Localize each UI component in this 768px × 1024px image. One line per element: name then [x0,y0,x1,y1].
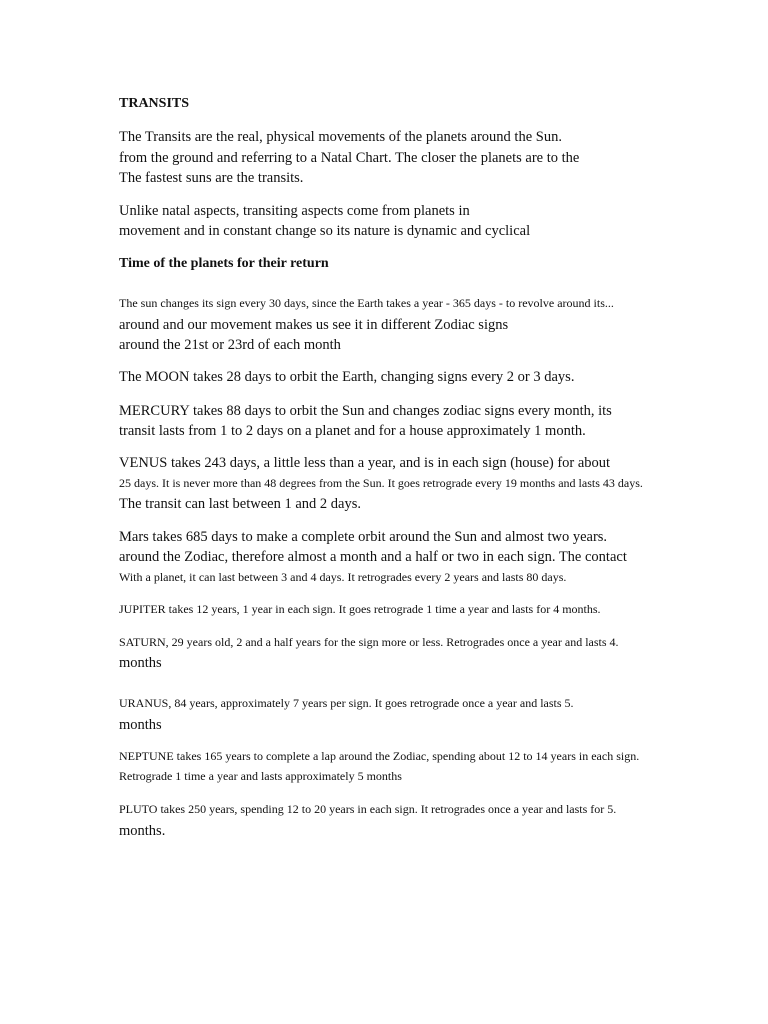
text-line: around the 21st or 23rd of each month [119,337,341,353]
text-line: With a planet, it can last between 3 and 4 days. It retrogrades every 2 years and lasts 80 days. [119,570,567,584]
text-line: JUPITER takes 12 years, 1 year in each sign. It goes retrograde 1 time a year and lasts for 4 months. [119,602,601,616]
document-title: TRANSITS [119,96,190,111]
text-line: around and our movement makes us see it in different Zodiac signs [119,317,509,333]
text-line: Unlike natal aspects, transiting aspects come from planets in [119,203,470,219]
text-line: PLUTO takes 250 years, spending 12 to 20 years in each sign. It retrogrades once a year and lasts for 5. [119,802,617,816]
text-line: SATURN, 29 years old, 2 and a half years for the sign more or less. Retrogrades once a year and lasts 4. [119,635,619,649]
text-line: The fastest suns are the transits. [119,170,304,186]
text-line: months [119,717,162,733]
text-line: The sun changes its sign every 30 days, since the Earth takes a year - 365 days - to revolve around its... [119,296,614,310]
text-line: NEPTUNE takes 165 years to complete a lap around the Zodiac, spending about 12 to 14 years in each sign. [119,749,640,763]
text-line: movement and in constant change so its nature is dynamic and cyclical [119,223,531,239]
text-line: transit lasts from 1 to 2 days on a planet and for a house approximately 1 month. [119,423,586,439]
text-line: Mars takes 685 days to make a complete orbit around the Sun and almost two years. [119,529,608,545]
text-line: VENUS takes 243 days, a little less than a year, and is in each sign (house) for about [119,455,611,471]
text-line: from the ground and referring to a Natal Chart. The closer the planets are to the [119,150,580,166]
section-heading: Time of the planets for their return [119,256,329,271]
text-line: months. [119,823,166,839]
text-line: around the Zodiac, therefore almost a month and a half or two in each sign. The contact [119,549,627,565]
text-line: Retrograde 1 time a year and lasts approximately 5 months [119,769,402,783]
text-line: 25 days. It is never more than 48 degrees from the Sun. It goes retrograde every 19 months and lasts 43 days. [119,476,643,490]
text-line: MERCURY takes 88 days to orbit the Sun and changes zodiac signs every month, its [119,403,612,419]
text-line: months [119,655,162,671]
text-line: The transit can last between 1 and 2 days. [119,496,361,512]
text-line: The MOON takes 28 days to orbit the Earth, changing signs every 2 or 3 days. [119,369,575,385]
text-line: URANUS, 84 years, approximately 7 years per sign. It goes retrograde once a year and lasts 5. [119,696,574,710]
text-line: The Transits are the real, physical movements of the planets around the Sun. [119,129,562,145]
